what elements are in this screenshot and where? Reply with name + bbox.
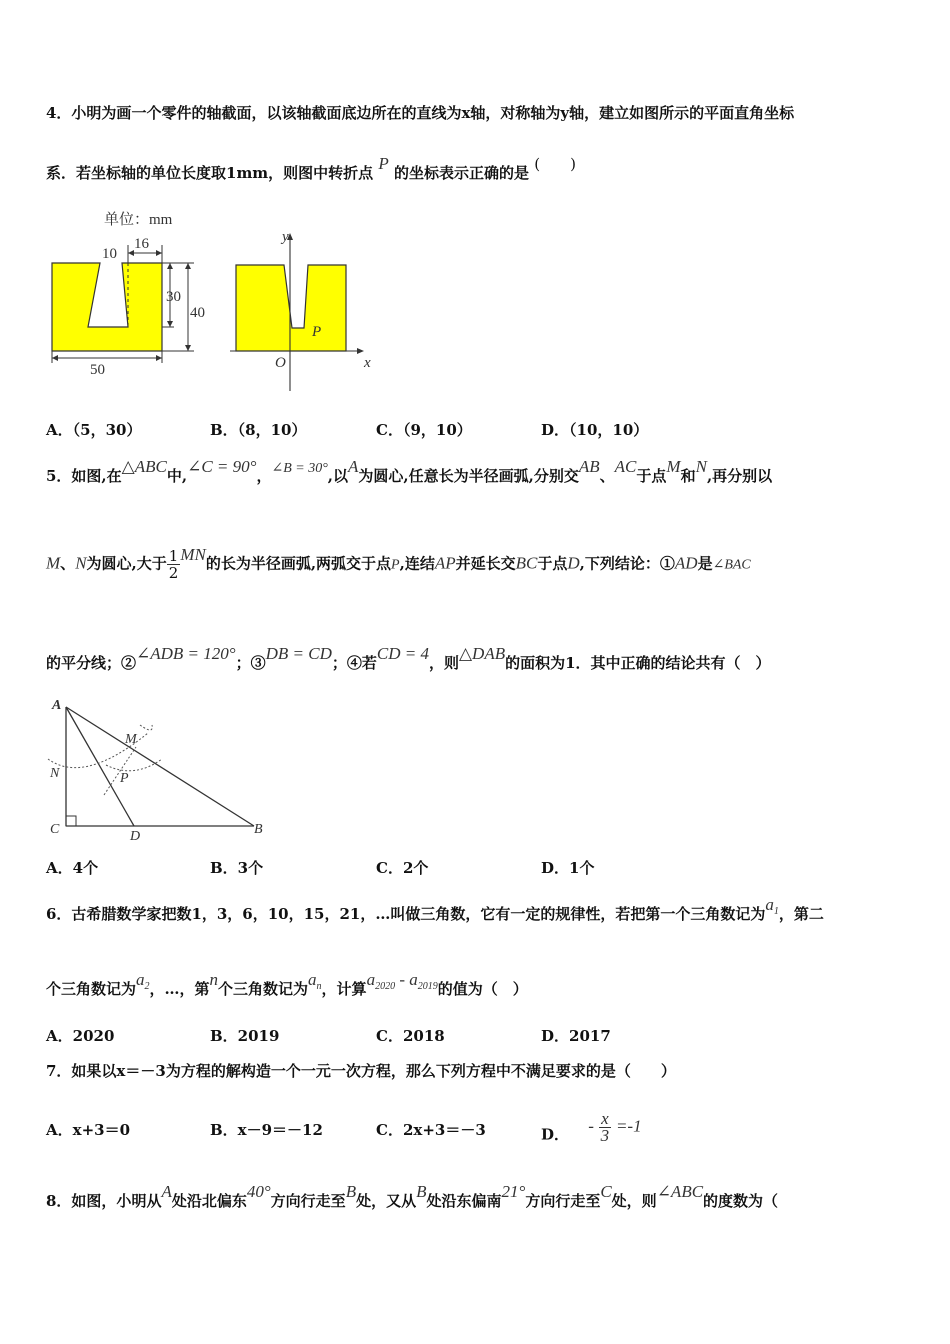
- q5-text: 是: [697, 554, 713, 573]
- q4-line2b: 的坐标表示正确的是: [394, 164, 530, 182]
- q4-point-p-label: P: [312, 324, 322, 340]
- q5-option-b[interactable]: B．3个: [210, 859, 264, 877]
- q5-fraction-half: $\frac{1}{2}$: [168, 547, 179, 582]
- q4-point-p: P: [378, 154, 389, 173]
- q4-figure: [44, 205, 384, 395]
- q8-math: C: [600, 1182, 612, 1201]
- q5-option-c[interactable]: C．2个: [376, 859, 429, 877]
- q5-text: 的平分线；②: [46, 654, 137, 672]
- q8-text: 方向行走至: [525, 1192, 601, 1210]
- q7-option-d-label: D．: [541, 1125, 570, 1144]
- q5-option-a[interactable]: A．4个: [46, 859, 99, 877]
- q6-math: a: [409, 970, 418, 989]
- q8-line1: [46, 1182, 779, 1211]
- q5-text: 的长为半径画弧,两弧交于点: [205, 554, 392, 573]
- q4-dim-50: 50: [90, 362, 105, 378]
- q5-math: ∠BAC: [712, 557, 751, 573]
- segment-ad: [66, 707, 134, 826]
- q4-part-right: [236, 265, 346, 351]
- q4-dim-16: 16: [134, 236, 149, 252]
- q5-math: D: [567, 553, 580, 573]
- q5-text: ，则: [428, 654, 459, 672]
- q7-option-d-equation: - $\frac{x}{3}$ =-1: [588, 1109, 642, 1145]
- q8-math: B: [416, 1182, 427, 1201]
- q6-math: n: [209, 970, 219, 989]
- q5-text: ，: [256, 467, 272, 485]
- q4-axis-y-label: y: [282, 229, 289, 245]
- q4-dim-40: 40: [190, 305, 205, 321]
- q4-dim-10: 10: [102, 246, 117, 262]
- q5-text: ,以: [327, 467, 349, 485]
- label-p: P: [120, 771, 129, 786]
- q6-math: a: [366, 970, 376, 989]
- q4-line2a: 系．若坐标轴的单位长度取1mm，则图中转折点: [46, 164, 374, 182]
- q6-option-b[interactable]: B．2019: [210, 1027, 280, 1045]
- q4-option-b[interactable]: B．（8，10）: [210, 421, 307, 439]
- q5-text: 和: [680, 467, 696, 485]
- q5-math: AP: [434, 553, 456, 573]
- q6-option-a[interactable]: A．2020: [46, 1027, 115, 1045]
- q5-math: MN: [180, 544, 206, 564]
- label-b: B: [254, 822, 263, 837]
- q5-text: 于点: [537, 554, 568, 573]
- q8-text: 处，则: [611, 1192, 657, 1210]
- q5-text: 的面积为1．其中正确的结论共有（ ）: [505, 654, 771, 672]
- q5-option-d[interactable]: D．1个: [541, 859, 595, 877]
- q5-text: 为圆心,任意长为半径画弧,分别交: [358, 467, 579, 485]
- q8-text: 处沿东偏南: [426, 1192, 502, 1210]
- q5-line3: [46, 644, 771, 673]
- q5-text: ,下列结论：①: [579, 554, 675, 573]
- q5-text: 中,: [166, 467, 188, 485]
- label-n: N: [50, 766, 60, 781]
- q7-option-d[interactable]: [541, 1109, 642, 1152]
- q5-text: 、: [599, 467, 615, 485]
- q6-option-d[interactable]: D．2017: [541, 1027, 611, 1045]
- q8-math: B: [345, 1182, 357, 1201]
- q8-text: 的度数为（: [703, 1192, 779, 1210]
- q5-math: N: [75, 553, 87, 573]
- q4-answer-paren: ( ): [534, 155, 577, 173]
- q4-line1: 4．小明为画一个零件的轴截面，以该轴截面底边所在的直线为x轴，对称轴为y轴，建立如图所示的平面直角坐标: [46, 104, 795, 122]
- q5-math: P: [391, 557, 400, 573]
- q5-math: ∠C = 90°: [187, 457, 257, 476]
- q5-text: ；④若: [331, 654, 377, 672]
- q6-math: a: [308, 970, 317, 989]
- q6-text: ，…，第: [149, 980, 210, 998]
- q6-math: a: [136, 970, 145, 989]
- q5-math: AD: [674, 553, 698, 573]
- q6-text: ，第二: [778, 905, 824, 923]
- q5-text: 并延长交: [455, 554, 516, 573]
- q5-text: 于点: [636, 467, 667, 485]
- q4-line2: [46, 154, 577, 183]
- q4-axis-x-label: x: [364, 355, 371, 371]
- q5-math: ∠B = 30°: [271, 461, 328, 476]
- side-ab: [66, 707, 254, 826]
- q5-math: AB: [578, 457, 600, 476]
- q5-text: 、: [60, 554, 76, 573]
- q4-option-c[interactable]: C．（9，10）: [376, 421, 472, 439]
- q6-math: -: [395, 970, 410, 989]
- q5-math: AC: [614, 457, 637, 476]
- q7-text: 7．如果以x＝－3为方程的解构造一个一元一次方程，那么下列方程中不满足要求的是（ ）: [46, 1062, 676, 1080]
- q8-text: 处，又从: [356, 1192, 417, 1210]
- label-a: A: [52, 698, 62, 713]
- q6-text: 6．古希腊数学家把数1，3，6，10，15，21，…叫做三角数，它有一定的规律性，若把第一个三角数记为: [46, 905, 766, 923]
- q5-figure: [44, 695, 274, 845]
- q5-math: M: [666, 457, 681, 476]
- q4-option-a[interactable]: A．（5，30）: [46, 421, 142, 439]
- q5-text: ,再分别以: [706, 467, 773, 485]
- q4-origin-label: O: [275, 355, 286, 371]
- q8-text: 方向行走至: [270, 1192, 346, 1210]
- q5-math: M: [46, 553, 61, 573]
- q8-math: 40°: [246, 1182, 271, 1201]
- q8-text: 处沿北偏东: [171, 1192, 247, 1210]
- q5-math: △ABC: [121, 457, 167, 476]
- label-m: M: [125, 732, 137, 747]
- label-d: D: [130, 829, 141, 844]
- q8-math: A: [161, 1182, 172, 1201]
- q5-text: 5．如图,在: [46, 467, 122, 485]
- q5-math: DB = CD: [265, 644, 332, 663]
- q7-option-b[interactable]: B．x－9＝－12: [210, 1121, 323, 1139]
- label-c: C: [50, 822, 60, 837]
- q5-text: 为圆心,大于: [86, 554, 167, 573]
- q7-option-c[interactable]: C．2x+3＝－3: [376, 1121, 486, 1139]
- q7-option-a[interactable]: A．x+3＝0: [46, 1121, 131, 1139]
- q5-math: BC: [515, 553, 538, 573]
- q5-math: N: [695, 457, 707, 476]
- q6-math: a: [765, 895, 774, 914]
- q6-text: 个三角数记为: [46, 980, 137, 998]
- q6-option-c[interactable]: C．2018: [376, 1027, 445, 1045]
- q6-text: ，计算: [321, 980, 367, 998]
- arc-m: [106, 759, 162, 771]
- q5-line2: [46, 544, 751, 582]
- q8-text: 8．如图，小明从: [46, 1192, 162, 1210]
- q5-math: ∠ADB = 120°: [136, 644, 236, 663]
- q5-math: △DAB: [458, 644, 506, 663]
- q8-math: ∠ABC: [656, 1182, 704, 1201]
- q5-text: ；③: [235, 654, 266, 672]
- q5-line1: [46, 457, 773, 486]
- q6-line2: 个三角数记为$a_2$，…，第n个三角数记为$a_n$，计算$a_{2020} - a_{2019}$的值为（ ）: [46, 970, 528, 998]
- q6-text: 的值为（ ）: [437, 980, 528, 998]
- q8-math: 21°: [501, 1182, 526, 1201]
- q5-math: A: [348, 457, 359, 476]
- q4-part-left: [52, 263, 162, 351]
- q6-text: 个三角数记为: [218, 980, 309, 998]
- q4-dim-30: 30: [166, 289, 181, 305]
- q5-text: ,连结: [399, 554, 435, 573]
- q5-math: CD = 4: [376, 644, 429, 663]
- q4-option-d[interactable]: D．（10，10）: [541, 421, 649, 439]
- q6-line1: 6．古希腊数学家把数1，3，6，10，15，21，…叫做三角数，它有一定的规律性，若把第一个三角数记为$a_1$，第二: [46, 895, 824, 923]
- right-angle-mark: [66, 816, 76, 826]
- q4-unit-label: 单位：mm: [104, 212, 173, 228]
